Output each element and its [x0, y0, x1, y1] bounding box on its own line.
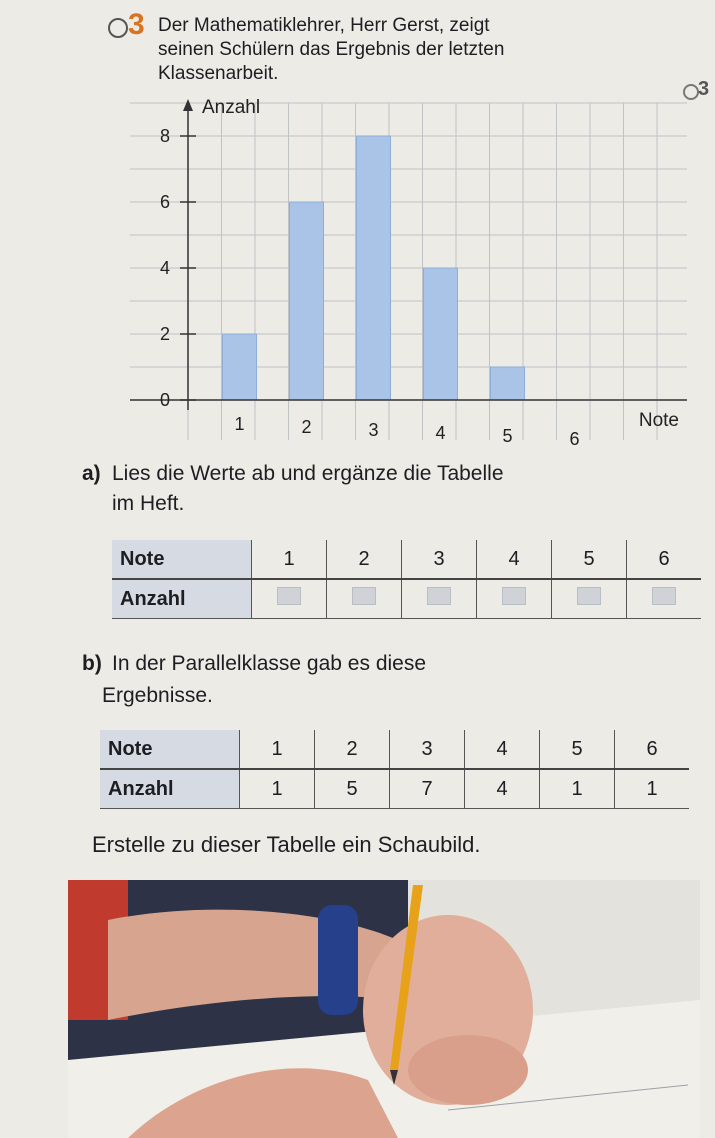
table-b-note-row — [100, 730, 689, 769]
table-a-blank-cell — [552, 579, 627, 619]
task-number: 3 — [128, 8, 145, 41]
table-b-count-cell: 1 — [240, 769, 315, 809]
task-text-line: Klassenarbeit. — [158, 63, 279, 84]
table-b-head-count: Anzahl — [100, 769, 240, 809]
part-a-text-line2: im Heft. — [112, 492, 185, 515]
x-axis-label: Note — [638, 410, 679, 431]
y-tick-label: 2 — [159, 324, 170, 344]
y-tick-label: 6 — [159, 192, 170, 212]
table-b-count-row — [100, 769, 689, 809]
table-a — [112, 540, 701, 619]
table-a-blank-cell — [402, 579, 477, 619]
side-circle-marker — [683, 84, 699, 100]
bar-4 — [424, 268, 458, 400]
table-a-blank-cell — [327, 579, 402, 619]
part-a-text-line1: Lies die Werte ab und ergänze die Tabelle — [112, 462, 504, 485]
table-a-count-row — [112, 579, 701, 619]
side-task-number: 3 — [698, 78, 710, 100]
table-b-count-cell: 1 — [615, 769, 690, 809]
table-a-note-cell: 1 — [252, 540, 327, 579]
blank-box — [502, 587, 526, 605]
y-tick-label: 8 — [159, 126, 170, 146]
table-a-note-cell: 5 — [552, 540, 627, 579]
table-a-blank-cell — [252, 579, 327, 619]
x-tick-label: 3 — [368, 420, 379, 440]
task-text-line: Der Mathematiklehrer, Herr Gerst, zeigt — [158, 15, 490, 36]
part-b-text-line2: Ergebnisse. — [102, 684, 213, 707]
chart-grid — [130, 103, 687, 440]
table-a-note-cell: 6 — [627, 540, 702, 579]
x-tick-label: 2 — [301, 417, 312, 437]
task-text-line: seinen Schülern das Ergebnis der letzten — [158, 39, 505, 60]
bar-1 — [223, 334, 257, 400]
table-b-count-cell: 4 — [465, 769, 540, 809]
x-tick-label: 5 — [502, 426, 513, 446]
chart-axes — [130, 99, 687, 410]
table-b-note-cell: 4 — [465, 730, 540, 769]
table-b-count-cell: 7 — [390, 769, 465, 809]
table-b-head-note: Note — [100, 730, 240, 769]
table-b-note-cell: 2 — [315, 730, 390, 769]
table-a-head-note: Note — [112, 540, 252, 579]
blank-box — [427, 587, 451, 605]
x-tick-label: 1 — [234, 414, 245, 434]
table-a-blank-cell — [627, 579, 702, 619]
bar-chart — [120, 97, 680, 470]
y-axis-label: Anzahl — [202, 97, 261, 118]
blank-box — [652, 587, 676, 605]
part-a-label: a) — [82, 462, 101, 485]
table-a-note-row — [112, 540, 701, 579]
table-b-count-cell: 5 — [315, 769, 390, 809]
bar-3 — [357, 136, 391, 400]
writing-hand-photo — [68, 880, 700, 1138]
part-b-text-line1: In der Parallelklasse gab es diese — [112, 652, 427, 675]
task-circle-marker — [108, 18, 128, 38]
blank-box — [277, 587, 301, 605]
table-a-head-count: Anzahl — [112, 579, 252, 619]
y-tick-label: 4 — [159, 258, 170, 278]
bar-5 — [491, 367, 525, 400]
table-b-note-cell: 6 — [615, 730, 690, 769]
instruction-text: Erstelle zu dieser Tabelle ein Schaubild. — [92, 832, 481, 857]
table-a-note-cell: 3 — [402, 540, 477, 579]
table-b — [100, 730, 689, 809]
bar-2 — [290, 202, 324, 400]
table-b-note-cell: 3 — [390, 730, 465, 769]
y-axis-arrow — [183, 99, 193, 111]
x-tick-label: 4 — [435, 423, 446, 443]
x-tick-label: 6 — [569, 429, 580, 449]
blank-box — [577, 587, 601, 605]
table-b-note-cell: 5 — [540, 730, 615, 769]
table-a-blank-cell — [477, 579, 552, 619]
part-b-label: b) — [82, 652, 102, 675]
table-a-note-cell: 4 — [477, 540, 552, 579]
y-tick-label: 0 — [159, 390, 170, 410]
task-text — [158, 14, 638, 86]
blank-box — [352, 587, 376, 605]
table-b-count-cell: 1 — [540, 769, 615, 809]
table-a-note-cell: 2 — [327, 540, 402, 579]
table-b-note-cell: 1 — [240, 730, 315, 769]
